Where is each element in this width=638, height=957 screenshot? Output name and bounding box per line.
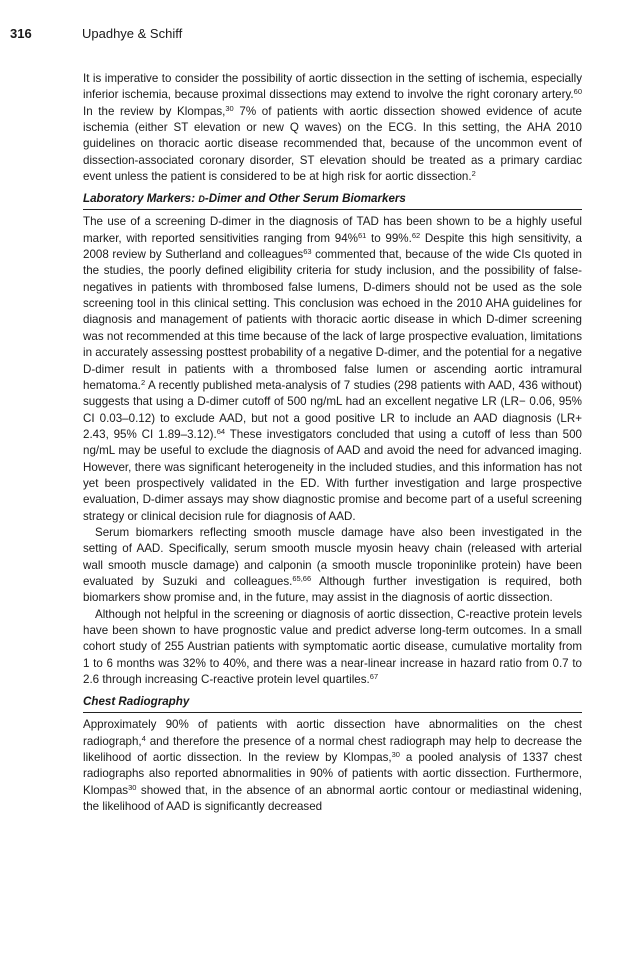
citation: 30 (128, 782, 137, 792)
running-head-authors: Upadhye & Schiff (82, 26, 183, 41)
citation: 63 (303, 247, 312, 257)
paragraph-c-reactive-protein: Although not helpful in the screening or diagnosis of aortic dissection, C-reactive protein levels have been shown to have prognostic value and predict adverse long-term outcomes. In a small cohort study of 255 Austrian patients with symptomatic aortic disease, cumulative mortality from 1 to 6 months was 32% to 40%, and there was a near-linear increase in hazard ratio from 0.7 to 2.6 through increasing C-reactive protein level quartiles.$^{67}$ (83, 607, 582, 687)
citation: 62 (411, 230, 421, 240)
section-heading-chest-radiography: Chest Radiography (83, 694, 582, 713)
paragraph-serum-biomarkers: Serum biomarkers reflecting smooth muscle damage have also been investigated in the setting of AAD. Specifically, serum smooth muscle myosin heavy chain (released with arterial wall smooth muscle damage) and calponin (a smooth muscle troponinlike protein) have been evaluated by Suzuki and colleagues.$^{65,66}$ Although further investigation is required, both biomarkers show promise and, in the future, may assist in the diagnosis of aortic dissection. (83, 525, 582, 605)
citation: 61 (357, 230, 367, 240)
paragraph-ischemia: It is imperative to consider the possibility of aortic dissection in the setting of ischemia, especially inferior ischemia, because proximal dissections may extend to involve the right coronary artery.$^{60}$ In the review by Klompas,$^{30}$ 7% of patients with aortic dissection showed evidence of acute ischemia (either ST elevation or new Q waves) on the ECG. In this setting, the AHA 2010 guidelines on thoracic aortic disease recommended that, because of the uncommon event of dissection-associated coronary disorder, ST elevation should be treated as a primary cardiac event unless the patient is considered to be at high risk for aortic dissection.$^2$ (83, 72, 582, 184)
citation: 64 (216, 426, 226, 436)
section-heading-laboratory-markers: Laboratory Markers: D-Dimer and Other Serum Biomarkers (83, 191, 582, 210)
citation: 2 (141, 377, 146, 387)
citation: 4 (141, 733, 146, 743)
citation: 65,66 (292, 573, 312, 583)
citation: 67 (369, 672, 379, 682)
paragraph-d-dimer: The use of a screening D-dimer in the diagnosis of TAD has been shown to be a highly useful marker, with reported sensitivities ranging from 94%$^{61}$ to 99%.$^{62}$ Despite this high sensitivity, a 2008 review by Sutherland and colleagues$^{63}$ commented that, because of the wide CIs quoted in the studies, the poorly defined eligibility criteria for study inclusion, and the possibility of false-negatives in patients with thrombosed false lumens, D-dimers should not be used as the sole screening tool in this clinical setting. This conclusion was echoed in the 2010 AHA guidelines for diagnosis and management of patients with thoracic aortic disease in which D-dimer screening was not recommended at this time because of the lack of large prospective evaluation, limitations in accurately assessing posttest probability of a negative D-dimer, and the potential for a negative D-dimer result in patients with a thrombosed false lumen or ascending aortic intramural hematoma.$^2$ A recently published meta-analysis of 7 studies (298 patients with AAD, 436 without) suggests that using a D-dimer cutoff of 500 ng/mL had an excellent negative LR (LR− 0.06, 95% CI 0.03–0.12) to exclude AAD, but not a good positive LR to include an AAD diagnosis (LR+ 2.43, 95% CI 1.89–3.12).$^{64}$ These investigators concluded that using a cutoff of less than 500 ng/mL may be useful to exclude the diagnosis of AAD and avoid the need for advanced imaging. However, there was significant heterogeneity in the included studies, and this information has not yet been prospectively validated in the ED. With further investigation and large prospective evaluation, D-dimer assays may show diagnostic promise and become part of a useful screening strategy or clinical decision rule for diagnosis of AAD. (83, 215, 583, 523)
page-number: 316 (10, 26, 32, 41)
citation: 2 (471, 169, 476, 179)
paragraph-chest-radiograph: Approximately 90% of patients with aortic dissection have abnormalities on the chest radiograph,$^4$ and therefore the presence of a normal chest radiograph may help to decrease the likelihood of aortic dissection. In the review by Klompas,$^{30}$ a pooled analysis of 1337 chest radiographs also reported abnormalities in 90% of patients with aortic dissection. Furthermore, Klompas$^{30}$ showed that, in the absence of an abnormal aortic contour or mediastinal widening, the likelihood of AAD is significantly decreased (83, 718, 583, 814)
citation: 60 (573, 87, 582, 97)
article-body (83, 71, 582, 815)
citation: 30 (391, 750, 400, 760)
running-header (0, 26, 638, 46)
citation: 30 (225, 103, 234, 113)
